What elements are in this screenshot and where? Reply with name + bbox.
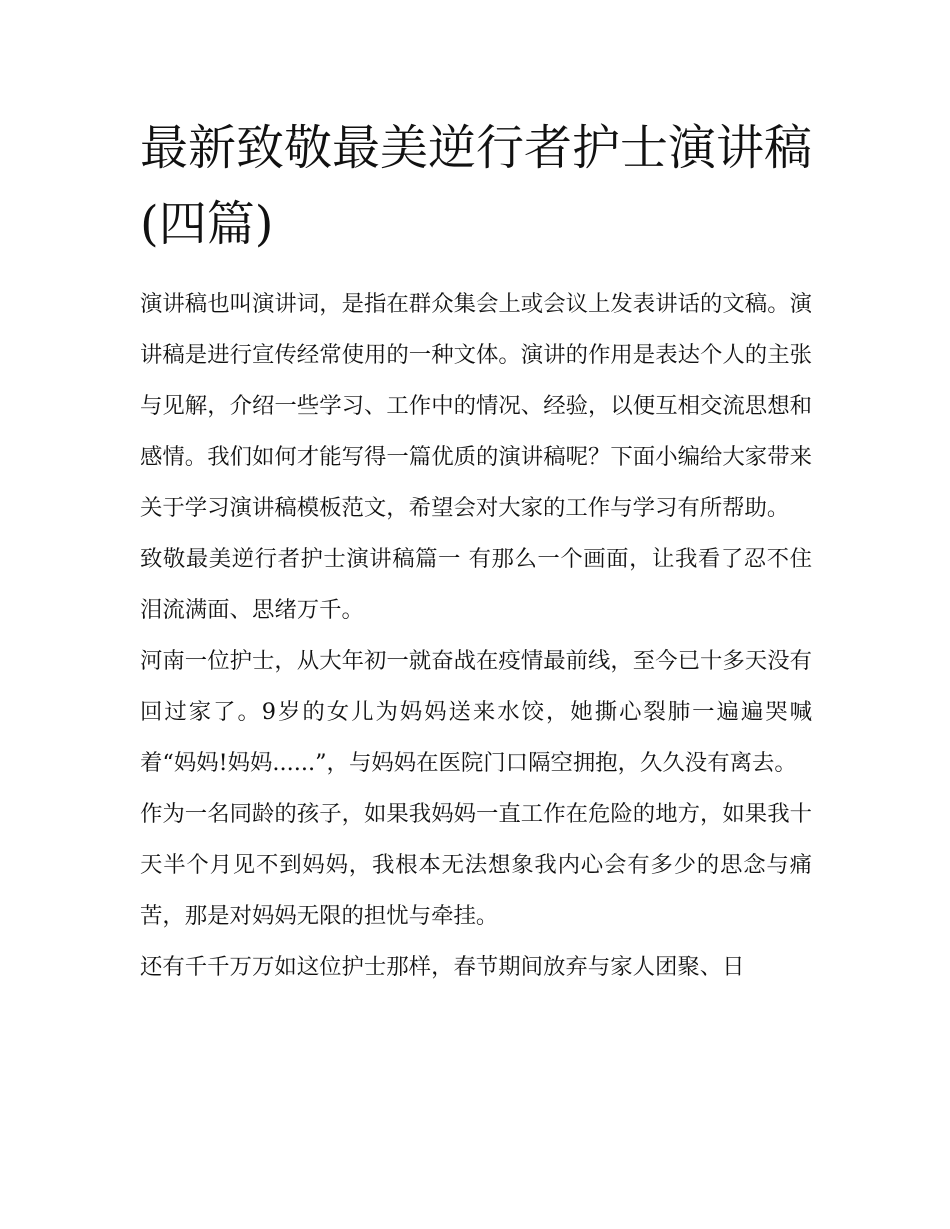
paragraph-henan-nurse: 河南一位护士，从大年初一就奋战在疫情最前线，至今已十多天没有回过家了。9岁的女儿为妈妈送来水饺，她撕心裂肺一遍遍哭喊着“妈妈!妈妈......”，与妈妈在医院门口隔空拥抱，久久没有离去。 — [140, 648, 812, 776]
paragraph-part-one: 致敬最美逆行者护士演讲稿篇一 有那么一个画面，让我看了忍不住泪流满面、思绪万千。 — [140, 546, 812, 623]
document-body — [140, 279, 812, 993]
paragraph-thousands: 还有千千万万如这位护士那样，春节期间放弃与家人团聚、日 — [140, 954, 745, 980]
paragraph-same-age-child: 作为一名同龄的孩子，如果我妈妈一直工作在危险的地方，如果我十天半个月见不到妈妈，我根本无法想象我内心会有多少的思念与痛苦，那是对妈妈无限的担忧与牵挂。 — [140, 801, 812, 929]
document-title: 最新致敬最美逆行者护士演讲稿(四篇) — [140, 120, 813, 252]
paragraph-intro: 演讲稿也叫演讲词，是指在群众集会上或会议上发表讲话的文稿。演讲稿是进行宣传经常使用的一种文体。演讲的作用是表达个人的主张与见解，介绍一些学习、工作中的情况、经验，以便互相交流思想和感情。我们如何才能写得一篇优质的演讲稿呢？下面小编给大家带来关于学习演讲稿模板范文，希望会对大家的工作与学习有所帮助。 — [140, 291, 812, 521]
document-page — [140, 110, 812, 993]
